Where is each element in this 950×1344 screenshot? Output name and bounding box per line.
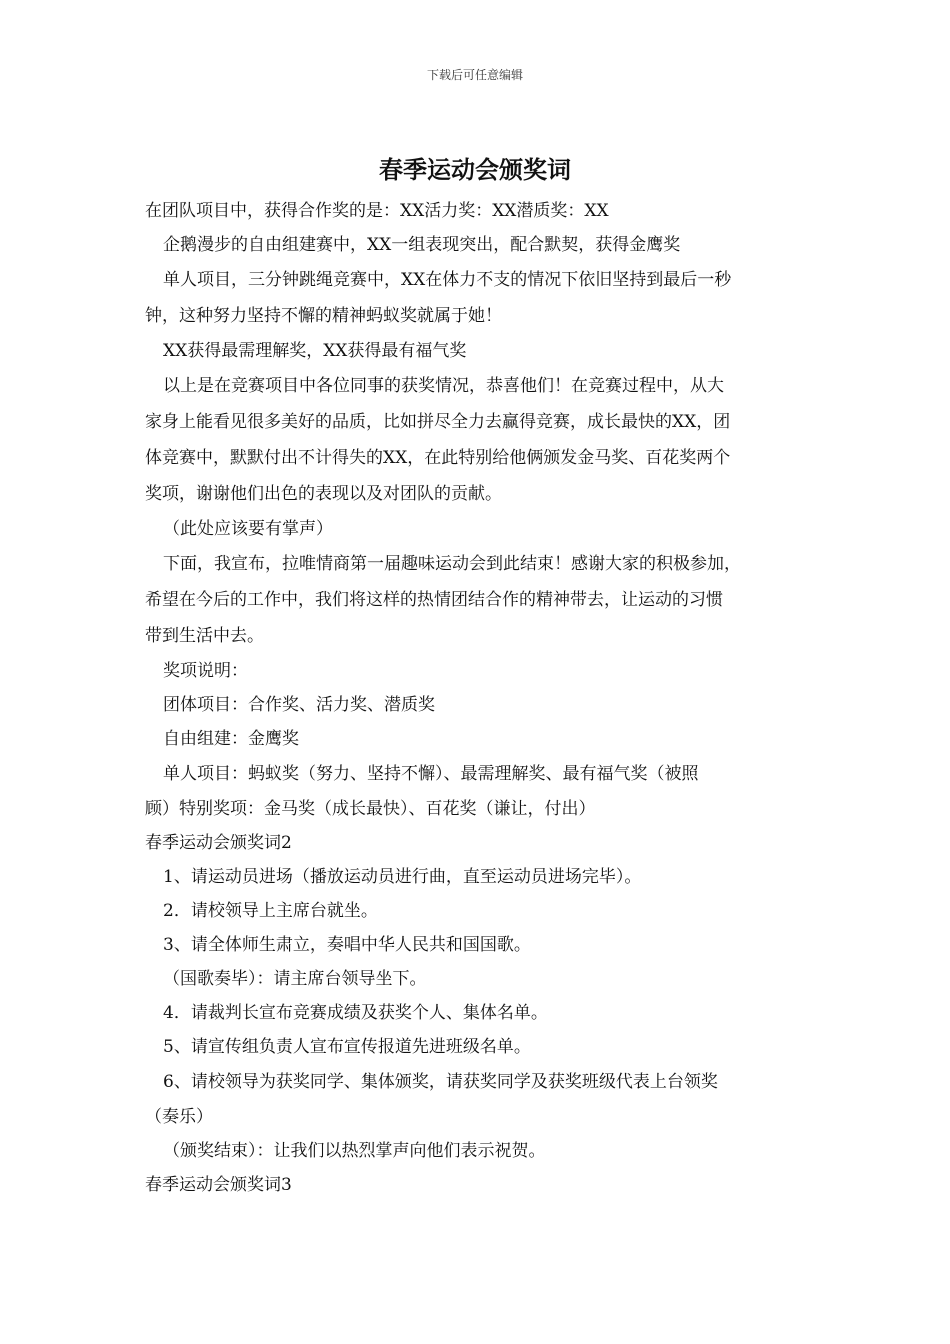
paragraph-line: 带到生活中去。 <box>145 626 264 646</box>
paragraph-line: 单人项目：蚂蚁奖（努力、坚持不懈）、最需理解奖、最有福气奖（被照 <box>163 764 699 784</box>
header-note: 下载后可任意编辑 <box>426 68 523 82</box>
document-title: 春季运动会颁奖词 <box>379 155 571 184</box>
list-item: 2．请校领导上主席台就坐。 <box>163 901 378 921</box>
paragraph-line: 奖项，谢谢他们出色的表现以及对团队的贡献。 <box>145 484 502 504</box>
paragraph-line: 单人项目，三分钟跳绳竞赛中，XX在体力不支的情况下依旧坚持到最后一秒 <box>163 270 732 290</box>
document-body <box>145 194 825 1202</box>
paragraph-line: 以上是在竞赛项目中各位同事的获奖情况，恭喜他们！在竞赛过程中，从大 <box>163 376 724 396</box>
list-item: （奏乐） <box>145 1107 213 1127</box>
list-item: （国歌奏毕）：请主席台领导坐下。 <box>163 969 427 989</box>
list-item: （颁奖结束）：让我们以热烈掌声向他们表示祝贺。 <box>163 1141 546 1161</box>
paragraph-line: 下面，我宣布，拉唯情商第一届趣味运动会到此结束！感谢大家的积极参加， <box>163 554 741 574</box>
section-heading: 春季运动会颁奖词2 <box>145 833 292 853</box>
list-item: 3、请全体师生肃立，奏唱中华人民共和国国歌。 <box>163 935 531 955</box>
paragraph-line: 钟，这种努力坚持不懈的精神蚂蚁奖就属于她！ <box>145 306 502 326</box>
paragraph-line: 体竞赛中，默默付出不计得失的XX，在此特别给他俩颁发金马奖、百花奖两个 <box>145 448 731 468</box>
paragraph-line: 顾）特别奖项：金马奖（成长最快）、百花奖（谦让，付出） <box>145 799 596 819</box>
paragraph-line: （此处应该要有掌声） <box>163 519 333 539</box>
paragraph-line: 企鹅漫步的自由组建赛中，XX一组表现突出，配合默契，获得金鹰奖 <box>163 235 681 255</box>
paragraph-line: 自由组建：金鹰奖 <box>163 729 299 749</box>
paragraph-line: 希望在今后的工作中，我们将这样的热情团结合作的精神带去，让运动的习惯 <box>145 590 723 610</box>
paragraph-line: 奖项说明： <box>163 661 248 681</box>
paragraph-line: 家身上能看见很多美好的品质，比如拼尽全力去赢得竞赛，成长最快的XX，团 <box>145 412 731 432</box>
list-item: 4．请裁判长宣布竞赛成绩及获奖个人、集体名单。 <box>163 1003 548 1023</box>
paragraph-line: 团体项目：合作奖、活力奖、潜质奖 <box>163 695 435 715</box>
list-item: 6、请校领导为获奖同学、集体颁奖，请获奖同学及获奖班级代表上台领奖 <box>163 1072 718 1092</box>
paragraph-line: 在团队项目中，获得合作奖的是：XX活力奖：XX潜质奖：XX <box>145 201 609 221</box>
list-item: 1、请运动员进场（播放运动员进行曲，直至运动员进场完毕）。 <box>163 867 642 887</box>
paragraph-line: XX获得最需理解奖，XX获得最有福气奖 <box>163 341 467 361</box>
section-heading: 春季运动会颁奖词3 <box>145 1175 292 1195</box>
list-item: 5、请宣传组负责人宣布宣传报道先进班级名单。 <box>163 1037 531 1057</box>
